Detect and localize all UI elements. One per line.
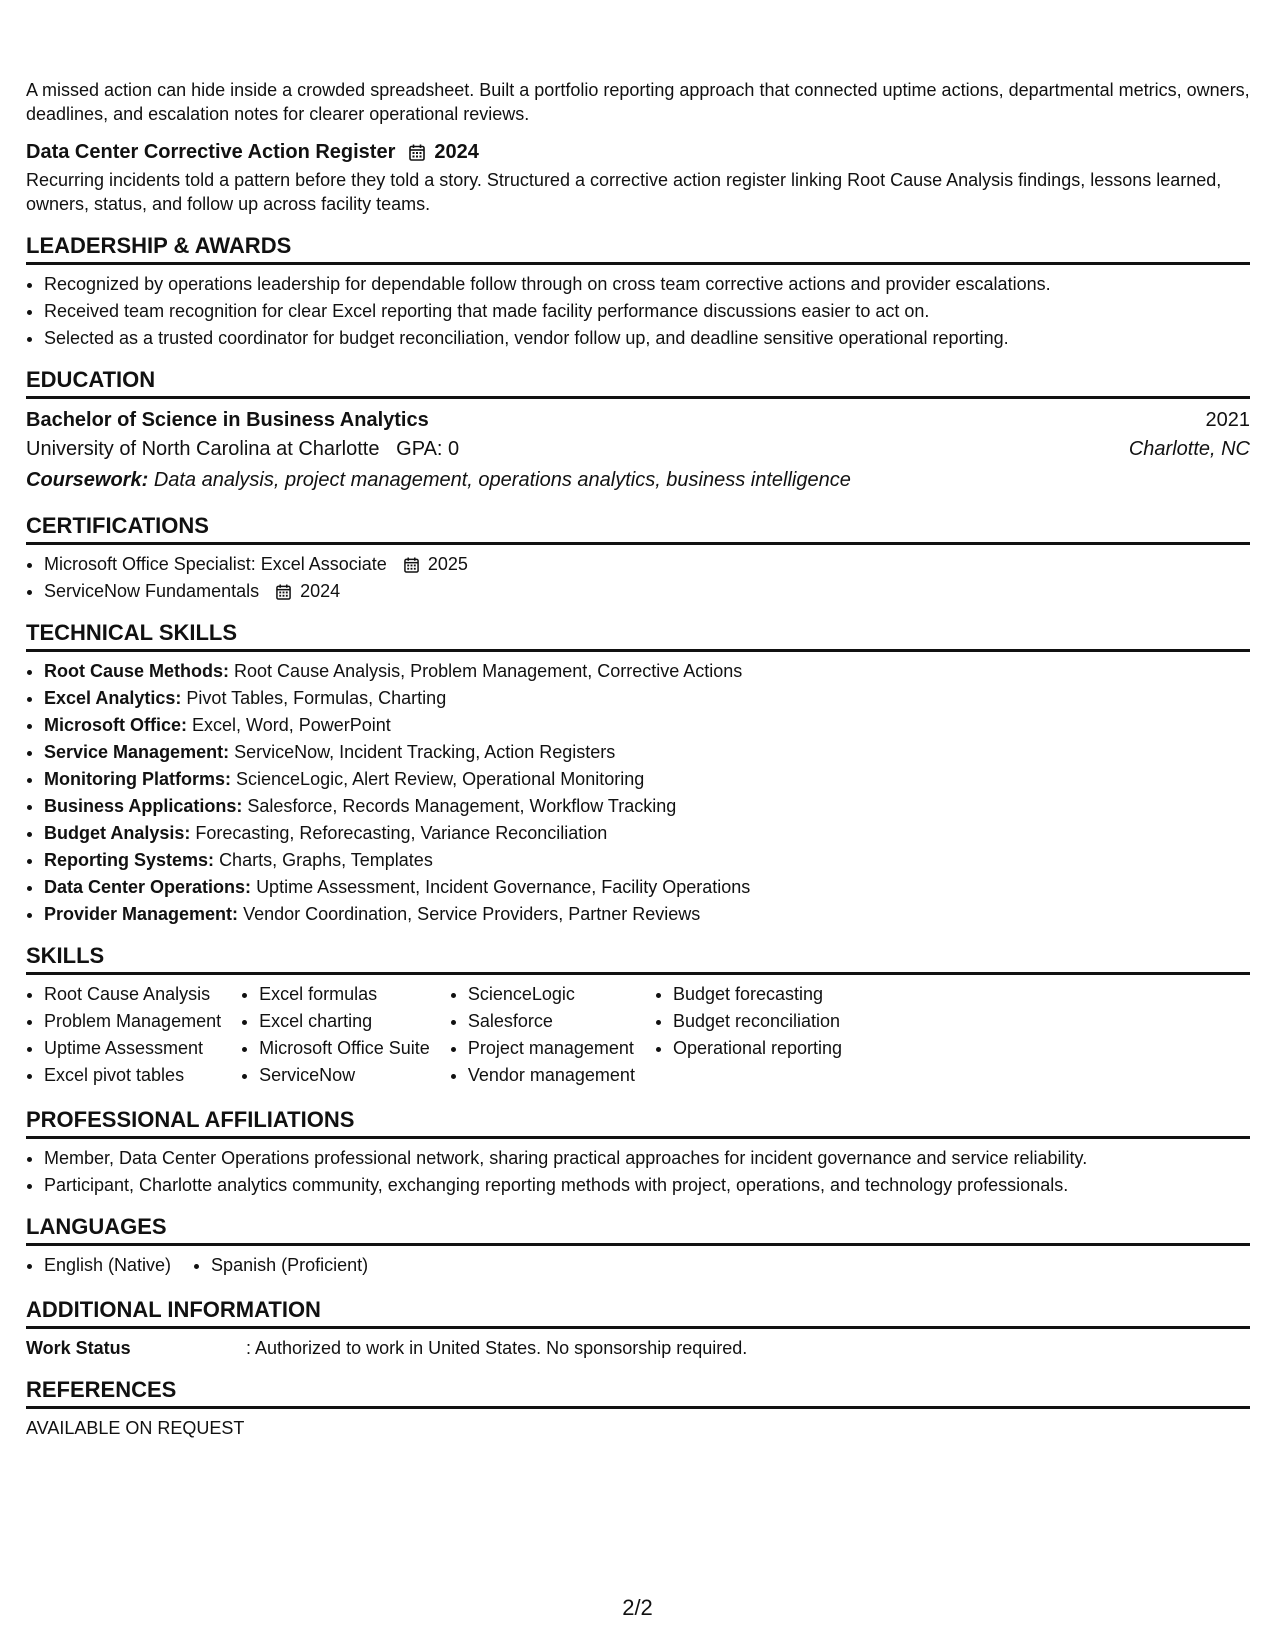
- coursework-label: Coursework:: [26, 469, 149, 491]
- school-location: Charlotte, NC: [1128, 438, 1250, 460]
- calendar-icon: [276, 584, 291, 600]
- technical-skills-section: [26, 619, 1250, 926]
- list-item: • Problem Management: [44, 1009, 221, 1033]
- list-item: • English (Native): [44, 1253, 171, 1277]
- certification-name: ServiceNow Fundamentals: [44, 581, 260, 601]
- certification-year: 2024: [300, 581, 341, 601]
- section-heading: LANGUAGES: [26, 1213, 1250, 1246]
- list-item: [44, 848, 1250, 872]
- list-item: • Excel pivot tables: [44, 1063, 221, 1087]
- section-heading: TECHNICAL SKILLS: [26, 619, 1250, 652]
- skill-category: Business Applications:: [44, 796, 243, 816]
- skill-category: Monitoring Platforms:: [44, 769, 231, 789]
- languages-section: [26, 1213, 1250, 1280]
- certifications-section: [26, 512, 1250, 603]
- list-item: • Project management: [468, 1036, 635, 1060]
- skill-values: Root Cause Analysis, Problem Management, Corrective Actions: [234, 661, 743, 681]
- list-item: • Spanish (Proficient): [211, 1253, 368, 1277]
- section-heading: REFERENCES: [26, 1376, 1250, 1409]
- list-item: [44, 767, 1250, 791]
- list-item: [44, 686, 1250, 710]
- list-item: • ServiceNow: [259, 1063, 430, 1087]
- affiliations-section: [26, 1106, 1250, 1197]
- list-item: • Microsoft Office Suite: [259, 1036, 430, 1060]
- list-item: [44, 659, 1250, 683]
- list-item: • Recognized by operations leadership for dependable follow through on cross team corrective actions and provider escalations.: [44, 272, 1250, 296]
- certification-name: Microsoft Office Specialist: Excel Associate: [44, 554, 387, 574]
- calendar-icon: [409, 144, 425, 161]
- project-title: Data Center Corrective Action Register: [26, 141, 396, 163]
- list-item: • Vendor management: [468, 1063, 635, 1087]
- list-item: [44, 552, 1250, 576]
- certifications-list: [26, 552, 1250, 603]
- graduation-year: 2021: [1205, 409, 1250, 431]
- skill-values: Forecasting, Reforecasting, Variance Reconciliation: [195, 823, 608, 843]
- list-item: • Excel charting: [259, 1009, 430, 1033]
- work-status-row: [26, 1336, 1250, 1360]
- certification-year: 2025: [427, 554, 468, 574]
- degree-title: Bachelor of Science in Business Analytics: [26, 409, 429, 431]
- skill-values: Excel, Word, PowerPoint: [192, 715, 391, 735]
- list-item: • Member, Data Center Operations professional network, sharing practical approaches for incident governance and service reliability.: [44, 1146, 1250, 1170]
- skill-category: Data Center Operations:: [44, 877, 252, 897]
- section-heading: PROFESSIONAL AFFILIATIONS: [26, 1106, 1250, 1139]
- skill-values: Salesforce, Records Management, Workflow Tracking: [247, 796, 677, 816]
- work-status-value: : Authorized to work in United States. No sponsorship required.: [246, 1338, 748, 1358]
- skill-category: Budget Analysis:: [44, 823, 191, 843]
- additional-info-section: [26, 1296, 1250, 1360]
- skill-category: Reporting Systems:: [44, 850, 215, 870]
- project-intro-text: A missed action can hide inside a crowded spreadsheet. Built a portfolio reporting approach that connected uptime actions, departmental metrics, owners, deadlines, and escalation notes for clearer operational reviews.: [26, 80, 1250, 124]
- project-title-row: [26, 139, 1250, 165]
- languages-list: [26, 1253, 1250, 1280]
- list-item: • Selected as a trusted coordinator for budget reconciliation, vendor follow up, and deadline sensitive operational reporting.: [44, 326, 1250, 350]
- calendar-icon: [404, 557, 419, 573]
- gpa: GPA: 0: [396, 438, 460, 460]
- page-number: 2/2: [622, 1595, 653, 1620]
- list-item: • Uptime Assessment: [44, 1036, 221, 1060]
- affiliations-list: [26, 1146, 1250, 1197]
- references-section: [26, 1376, 1250, 1440]
- skill-values: Uptime Assessment, Incident Governance, Facility Operations: [256, 877, 751, 897]
- education-section: [26, 366, 1250, 496]
- coursework-text: Data analysis, project management, operations analytics, business intelligence: [153, 469, 851, 491]
- project-description: Recurring incidents told a pattern before they told a story. Structured a corrective action register linking Root Cause Analysis findings, lessons learned, owners, status, and follow up across facility teams.: [26, 170, 1222, 214]
- technical-skills-list: [26, 659, 1250, 926]
- skills-column: [450, 982, 635, 1090]
- section-heading: EDUCATION: [26, 366, 1250, 399]
- list-item: • Budget forecasting: [673, 982, 842, 1006]
- skills-section: [26, 942, 1250, 1090]
- skill-values: Vendor Coordination, Service Providers, Partner Reviews: [243, 904, 701, 924]
- skills-column: [241, 982, 430, 1090]
- list-item: [44, 821, 1250, 845]
- skill-values: ServiceNow, Incident Tracking, Action Registers: [234, 742, 616, 762]
- references-text: AVAILABLE ON REQUEST: [26, 1418, 245, 1438]
- section-heading: LEADERSHIP & AWARDS: [26, 232, 1250, 265]
- list-item: • Received team recognition for clear Excel reporting that made facility performance discussions easier to act on.: [44, 299, 1250, 323]
- list-item: [44, 875, 1250, 899]
- list-item: • Excel formulas: [259, 982, 430, 1006]
- skill-values: Pivot Tables, Formulas, Charting: [186, 688, 447, 708]
- education-school-row: [26, 434, 1250, 464]
- skills-column: [655, 982, 842, 1090]
- list-item: [44, 740, 1250, 764]
- list-item: [44, 794, 1250, 818]
- list-item: • Root Cause Analysis: [44, 982, 221, 1006]
- skill-values: ScienceLogic, Alert Review, Operational Monitoring: [236, 769, 645, 789]
- skill-values: Charts, Graphs, Templates: [219, 850, 433, 870]
- list-item: [44, 713, 1250, 737]
- skill-category: Microsoft Office:: [44, 715, 188, 735]
- skill-category: Service Management:: [44, 742, 230, 762]
- list-item: [44, 902, 1250, 926]
- list-item: • Participant, Charlotte analytics community, exchanging reporting methods with project, operations, and technology professionals.: [44, 1173, 1250, 1197]
- list-item: • ScienceLogic: [468, 982, 635, 1006]
- list-item: • Operational reporting: [673, 1036, 842, 1060]
- project-entry: [26, 139, 1250, 216]
- list-item: • Salesforce: [468, 1009, 635, 1033]
- resume-page: [26, 78, 1250, 1440]
- work-status-label: Work Status: [26, 1338, 131, 1358]
- school-name: University of North Carolina at Charlotte: [26, 438, 380, 460]
- skill-category: Root Cause Methods:: [44, 661, 230, 681]
- skills-columns: [26, 982, 1250, 1090]
- skill-category: Excel Analytics:: [44, 688, 182, 708]
- coursework-line: [26, 464, 1250, 496]
- section-heading: SKILLS: [26, 942, 1250, 975]
- section-heading: CERTIFICATIONS: [26, 512, 1250, 545]
- skills-column: [26, 982, 221, 1090]
- leadership-list: [26, 272, 1250, 350]
- list-item: [44, 579, 1250, 603]
- project-year: 2024: [434, 141, 479, 163]
- education-degree-row: [26, 406, 1250, 434]
- section-heading: ADDITIONAL INFORMATION: [26, 1296, 1250, 1329]
- skill-category: Provider Management:: [44, 904, 239, 924]
- school-line: [26, 434, 459, 464]
- list-item: • Budget reconciliation: [673, 1009, 842, 1033]
- leadership-section: [26, 232, 1250, 350]
